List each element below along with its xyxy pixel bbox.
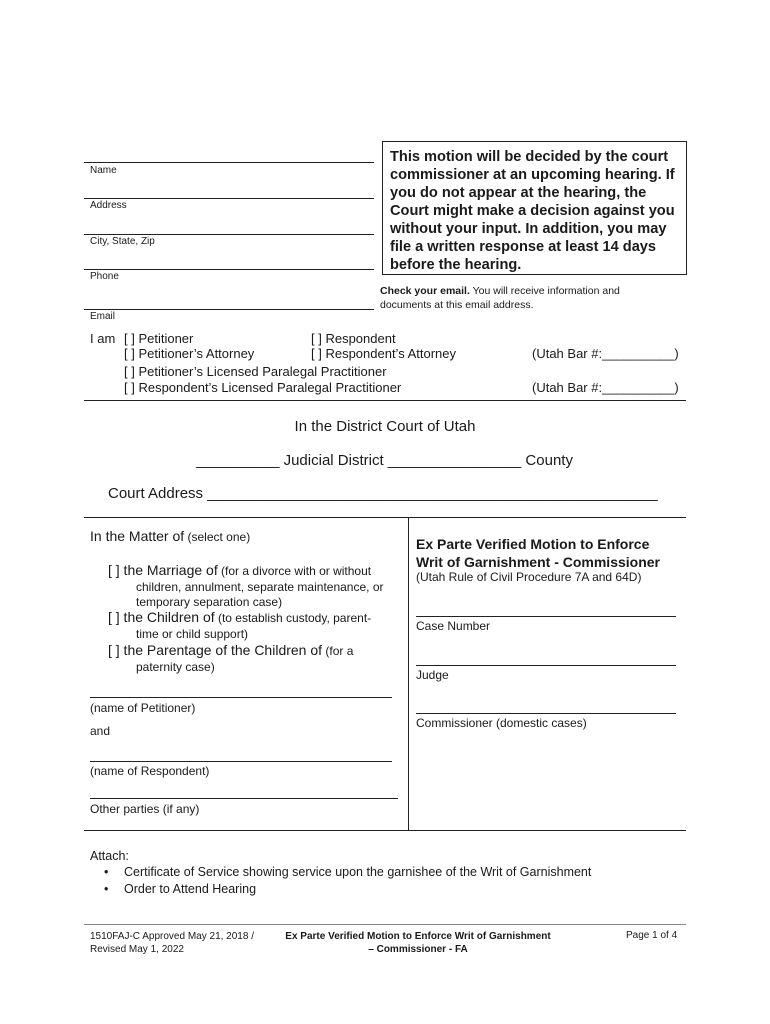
respondent-checkbox[interactable]: [ ] Respondent — [311, 331, 396, 346]
rule-reference: (Utah Rule of Civil Procedure 7A and 64D) — [416, 570, 642, 584]
email-note — [380, 284, 670, 312]
footer-revised: Revised May 1, 2022 — [90, 944, 184, 955]
footer-divider — [84, 924, 686, 925]
marriage-option-cont1: children, annulment, separate maintenance, or — [136, 580, 384, 594]
attach-section — [90, 848, 690, 898]
address-line[interactable] — [84, 198, 374, 199]
parentage-option-cont: paternity case) — [136, 660, 215, 674]
matter-heading-main: In the Matter of — [90, 528, 185, 544]
footer-approved: 1510FAJ-C Approved May 21, 2018 / — [90, 931, 254, 942]
city-label: City, State, Zip — [90, 236, 155, 247]
marriage-option-main: [ ] the Marriage of — [108, 562, 218, 578]
address-label: Address — [90, 200, 127, 211]
petitioner-attorney-checkbox[interactable]: [ ] Petitioner’s Attorney — [124, 346, 255, 361]
respondent-paralegal-checkbox[interactable]: [ ] Respondent’s Licensed Paralegal Practitioner — [124, 380, 402, 395]
attach-item-certificate: • Certificate of Service showing service upon the garnishee of the Writ of Garnishment — [96, 864, 690, 881]
parentage-option-main: [ ] the Parentage of the Children of — [108, 642, 323, 658]
utah-bar-number-2[interactable]: (Utah Bar #:__________) — [532, 380, 679, 395]
other-parties-label: Other parties (if any) — [90, 802, 200, 816]
email-label: Email — [90, 311, 116, 322]
parentage-option[interactable] — [108, 642, 353, 660]
attach-list — [96, 864, 690, 898]
respondent-attorney-checkbox[interactable]: [ ] Respondent’s Attorney — [311, 346, 457, 361]
petitioner-checkbox[interactable]: [ ] Petitioner — [124, 331, 194, 346]
name-line[interactable] — [84, 162, 374, 163]
caption-top-line — [84, 517, 686, 518]
phone-line[interactable] — [84, 269, 374, 270]
matter-heading-sub: (select one) — [184, 530, 251, 544]
marriage-option-sub: (for a divorce with or without — [217, 564, 372, 578]
caption-vertical-divider — [408, 517, 409, 830]
iam-label: I am — [90, 331, 116, 346]
phone-label: Phone — [90, 271, 119, 282]
other-parties-line[interactable] — [90, 798, 398, 799]
children-option-cont: time or child support) — [136, 627, 249, 641]
children-option[interactable] — [108, 609, 371, 627]
footer-title-line1: Ex Parte Verified Motion to Enforce Writ of Garnishment — [285, 931, 551, 942]
petitioner-paralegal-checkbox[interactable]: [ ] Petitioner’s Licensed Paralegal Practitioner — [124, 364, 387, 379]
children-option-sub: (to establish custody, parent- — [214, 611, 372, 625]
city-line[interactable] — [84, 234, 374, 235]
respondent-name-line[interactable] — [90, 761, 392, 762]
header-divider — [84, 400, 686, 401]
footer-title-line2: – Commissioner - FA — [368, 944, 468, 955]
and-label: and — [90, 724, 111, 738]
matter-heading — [90, 528, 250, 546]
commissioner-line[interactable] — [416, 713, 676, 714]
marriage-option[interactable] — [108, 562, 371, 580]
hearing-notice-box — [382, 141, 687, 275]
children-option-main: [ ] the Children of — [108, 609, 215, 625]
commissioner-label: Commissioner (domestic cases) — [416, 716, 587, 730]
respondent-name-label: (name of Respondent) — [90, 764, 210, 778]
petitioner-name-line[interactable] — [90, 697, 392, 698]
email-note-bold: Check your email. — [380, 285, 470, 297]
motion-title-line1: Ex Parte Verified Motion to Enforce — [416, 536, 650, 552]
hearing-notice-text: This motion will be decided by the court commissioner at an upcoming hearing. If you do not appear at the hearing, the Court might make a decision against you without your input. In addition, you may file a written response at least 14 days before the hearing. — [390, 149, 675, 273]
attach-label: Attach: — [90, 849, 129, 863]
marriage-option-cont2: temporary separation case) — [136, 595, 283, 609]
court-title: In the District Court of Utah — [294, 418, 476, 435]
utah-bar-number-1[interactable]: (Utah Bar #:__________) — [532, 346, 679, 361]
footer-form-id — [90, 930, 254, 956]
email-note-rest: You will receive information and documents at this email address. — [380, 285, 620, 311]
email-line[interactable] — [84, 309, 374, 310]
parentage-option-sub: (for a — [322, 644, 354, 658]
judicial-district-line[interactable]: __________ Judicial District ________________ County — [196, 452, 573, 469]
case-number-label: Case Number — [416, 619, 491, 633]
judge-line[interactable] — [416, 665, 676, 666]
name-label: Name — [90, 165, 117, 176]
page-number: Page 1 of 4 — [626, 930, 678, 941]
caption-bottom-line — [84, 830, 686, 831]
court-address-line[interactable]: Court Address ______________________________________________________ — [108, 485, 658, 502]
petitioner-name-label: (name of Petitioner) — [90, 701, 196, 715]
motion-title-line2: Writ of Garnishment - Commissioner — [416, 554, 660, 570]
attach-item-order: • Order to Attend Hearing — [96, 881, 690, 898]
footer-title — [268, 930, 568, 956]
judge-label: Judge — [416, 668, 449, 682]
case-number-line[interactable] — [416, 616, 676, 617]
motion-title — [416, 535, 660, 571]
